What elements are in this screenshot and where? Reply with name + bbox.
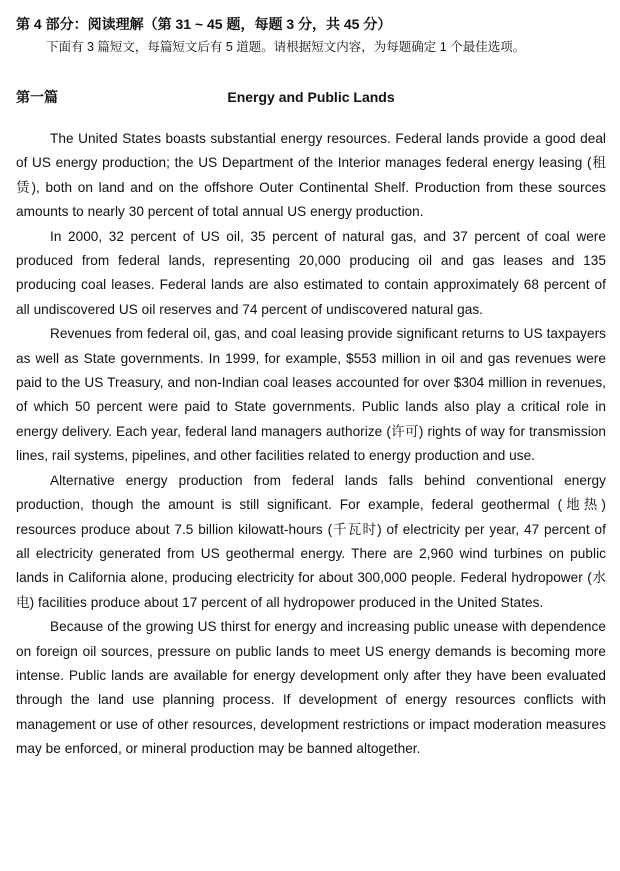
paragraph-2: In 2000, 32 percent of US oil, 35 percent of natural gas, and 37 percent of coal were produced from federal lands, representing 20,000 producing oil and gas leases and 135 producing coal leases. Federal lands are also estimated to contain approximately 68 percent of all undiscovered US oil reserves and 74 percent of undiscovered natural gas.: [16, 228, 606, 317]
section-header: 第 4 部分：阅读理解（第 31 ~ 45 题，每题 3 分，共 45 分）: [16, 16, 392, 32]
paragraph-3: Revenues from federal oil, gas, and coal leasing provide significant returns to US taxpayers as well as State governments. In 1999, for example, $553 million in oil and gas revenues were paid to the US Treasury, and non-Indian coal leases accounted for over $304 million in revenues, of which 50 percent were paid to State governments. Public lands also play a critical role in energy delivery. Each year, federal land managers authorize (许可) rights of way for transmission lines, rail systems, pipelines, and other facilities related to energy production and use.: [16, 326, 606, 464]
passage-body: [16, 127, 606, 762]
section-instructions: 下面有 3 篇短文，每篇短文后有 5 道题。请根据短文内容，为每题确定 1 个最佳选项。: [46, 40, 526, 54]
passage-title-row: [16, 87, 606, 107]
paragraph-1: The United States boasts substantial energy resources. Federal lands provide a good deal of US energy production; the US Department of the Interior manages federal energy leasing (租赁), both on land and on the offshore Outer Continental Shelf. Production from these sources amounts to nearly 30 percent of total annual US energy production.: [16, 131, 606, 220]
paragraph-5: Because of the growing US thirst for energy and increasing public unease with dependence on foreign oil sources, pressure on public lands to meet US energy demands is becoming more intense. Public lands are available for energy development only after they have been evaluated through the land use planning process. If development of energy resources conflicts with management or use of other resources, development restrictions or impact moderation measures may be enforced, or mineral production may be banned altogether.: [16, 619, 606, 757]
paragraph-4: Alternative energy production from federal lands falls behind conventional energy production, though the amount is still significant. For example, federal geothermal (地热) resources produce about 7.5 billion kilowatt-hours (千瓦时) of electricity per year, 47 percent of all electricity generated from US geothermal energy. There are 2,960 wind turbines on public lands in California alone, producing electricity for about 300,000 people. Federal hydropower (水电) facilities produce about 17 percent of all hydropower produced in the United States.: [16, 472, 606, 610]
passage-label: 第一篇: [16, 89, 58, 105]
passage-title: Energy and Public Lands: [227, 89, 395, 105]
